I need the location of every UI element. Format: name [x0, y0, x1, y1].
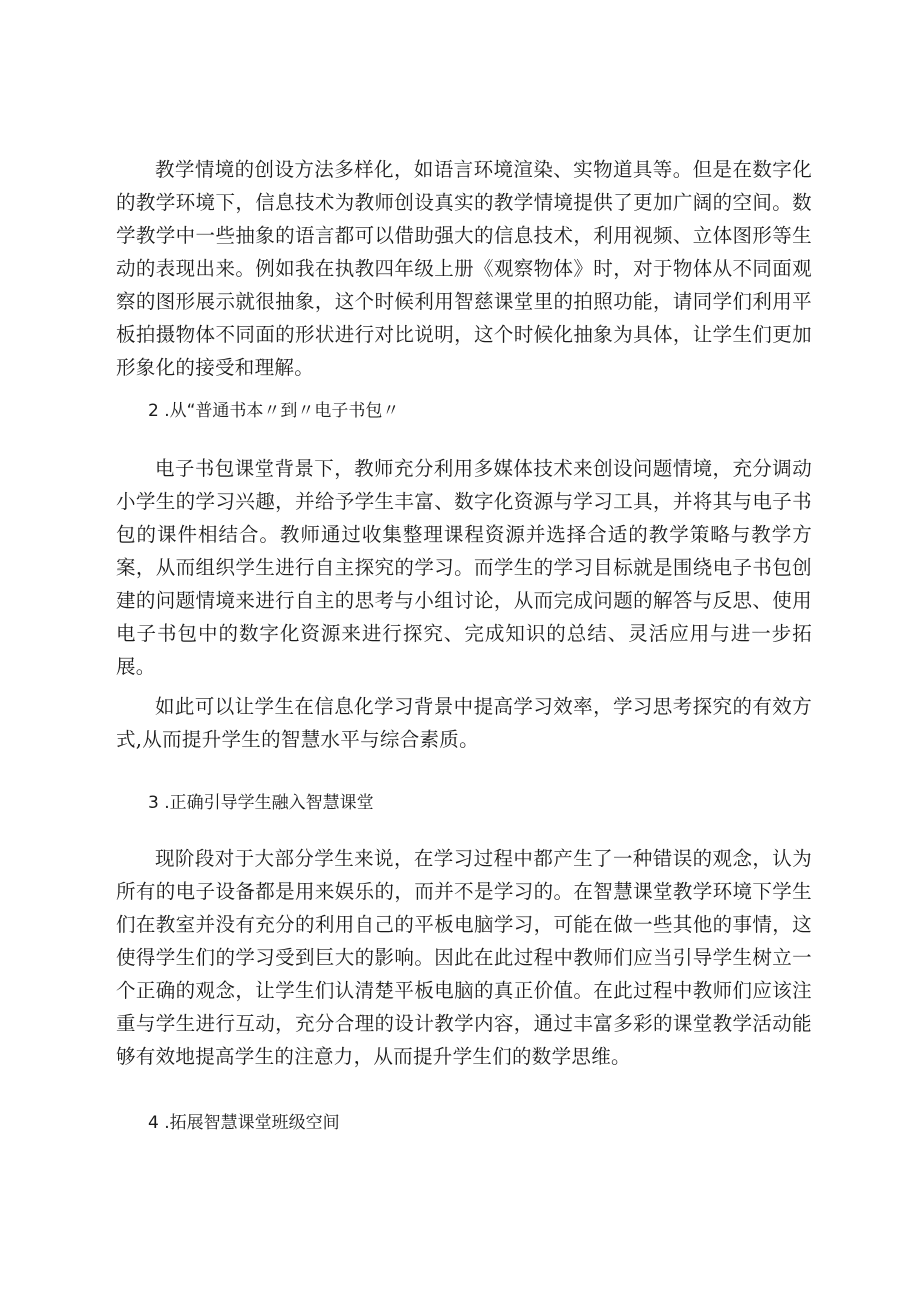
section-heading-4: 4 .拓展智慧课堂班级空间 [148, 1113, 340, 1133]
section-heading-3: 3 .正确引导学生融入智慧课堂 [148, 793, 374, 813]
section-heading-2: 2 .从“普通书本〃到〃电子书包〃 [148, 401, 400, 421]
paragraph-guide-students: 现阶段对于大部分学生来说，在学习过程中都产生了一种错误的观念，认为所有的电子设备都是用来娱乐的，而并不是学习的。在智慧课堂教学环境下学生们在教室并没有充分的利用自己的平板电脑学习，可能在做一些其他的事情，这使得学生们的学习受到巨大的影响。因此在此过程中教师们应当引导学生树立一个正确的观念，让学生们认清楚平板电脑的真正价值。在此过程中教师们应该注重与学生进行互动，充分合理的设计教学内容，通过丰富多彩的课堂教学活动能够有效地提高学生的注意力，从而提升学生们的数学思维。 [116, 847, 812, 1068]
paragraph-e-schoolbag: 电子书包课堂背景下，教师充分利用多媒体技术来创设问题情境，充分调动小学生的学习兴趣，并给予学生丰富、数字化资源与学习工具，并将其与电子书包的课件相结合。教师通过收集整理课程资源并选择合适的教学策略与教学方案，从而组织学生进行自主探究的学习。而学生的学习目标就是围绕电子书包创建的问题情境来进行自主的思考与小组讨论，从而完成问题的解答与反思、使用电子书包中的数字化资源来进行探究、完成知识的总结、灵活应用与进一步拓展。 [116, 457, 812, 678]
paragraph-learning-efficiency: 如此可以让学生在信息化学习背景中提高学习效率，学习思考探究的有效方式,从而提升学生的智慧水平与综合素质。 [116, 695, 812, 751]
paragraph-teaching-context: 教学情境的创设方法多样化，如语言环境渲染、实物道具等。但是在数字化的教学环境下，信息技术为教师创设真实的教学情境提供了更加广阔的空间。数学教学中一些抽象的语言都可以借助强大的信息技术，利用视频、立体图形等生动的表现出来。例如我在执教四年级上册《观察物体》时，对于物体从不同面观察的图形展示就很抽象，这个时候利用智慈课堂里的拍照功能，请同学们利用平板拍摄物体不同面的形状进行对比说明，这个时候化抽象为具体，让学生们更加形象化的接受和理解。 [116, 158, 812, 379]
